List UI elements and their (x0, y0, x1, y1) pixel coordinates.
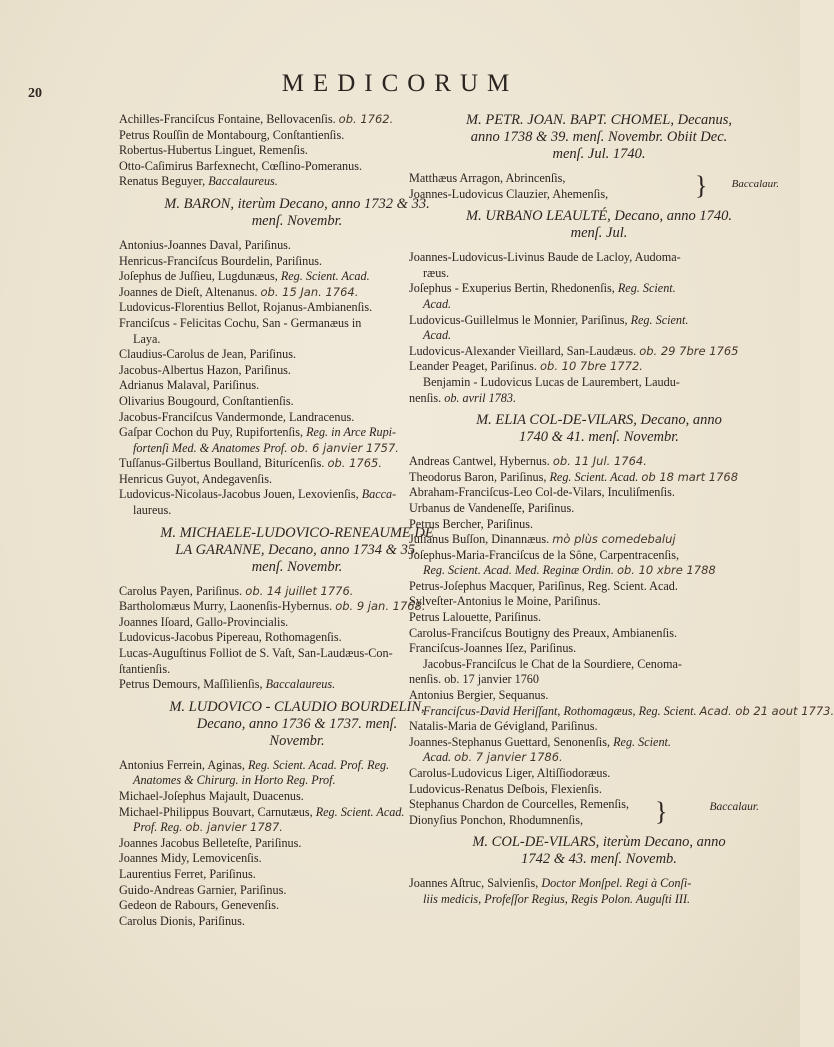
baccalaureus-label: Baccalaur. (731, 178, 779, 190)
entry: laureus. (133, 503, 172, 518)
entry: Julianus Buſſon, Dinannæus. mò plùs comedebaluj (409, 532, 676, 547)
entry: Petrus Rouſſin de Montabourg, Conſtantienſis. (119, 127, 345, 142)
entry: Dionyſius Ponchon, Rhodumnenſis, (409, 812, 584, 827)
entry: Matthæus Arragon, Abrincenſis, (409, 171, 566, 185)
entry: Achilles-Franciſcus Fontaine, Bellovacenſis. ob. 1762. (119, 112, 394, 126)
entry: ræus. (423, 265, 450, 280)
entry: Theodorus Baron, Pariſinus, Reg. Scient. Acad. ob 18 mart 1768 (409, 469, 739, 484)
entry: Jacobus-Franciſcus le Chat de la Sourdiere, Cenoma- (423, 656, 682, 671)
entry: Abraham-Franciſcus-Leo Col-de-Vilars, Inculiſmenſis. (409, 485, 675, 500)
entry: Olivarius Bougourd, Conſtantienſis. (119, 393, 294, 408)
entry: Bartholomæus Murry, Laonenſis-Hybernus. ob. 9 jan. 1768. (119, 599, 426, 614)
entry: Renatus Beguyer, Baccalaureus. (119, 174, 278, 189)
entry: liis medicis, Profeſſor Regius, Regis Polon. Auguſti III. (423, 891, 691, 906)
entry: Jacobus-Albertus Hazon, Pariſinus. (119, 362, 291, 377)
running-header: MEDICORUM (281, 70, 519, 97)
entry: Antonius Ferrein, Aginas, Reg. Scient. Acad. Prof. Reg. (119, 757, 390, 772)
entry: Ludovicus-Guillelmus le Monnier, Pariſinus, Reg. Scient. (409, 312, 689, 327)
entry: Carolus-Franciſcus Boutigny des Preaux, Ambianenſis. (409, 625, 678, 640)
brace-mark: } (695, 171, 708, 200)
entry: Urbanus de Vandeneſſe, Pariſinus. (409, 500, 575, 515)
entry: Petrus Lalouette, Pariſinus. (409, 610, 542, 625)
entry: Ludovicus-Renatus Deſbois, Flexienſis. (409, 781, 602, 796)
entry: Carolus-Ludovicus Liger, Altiſſiodoræus. (409, 766, 611, 780)
entry: Ludovicus-Alexander Vieillard, San-Laudæus. ob. 29 7bre 1765 (409, 343, 739, 358)
entry: Prof. Reg. ob. janvier 1787. (133, 820, 283, 835)
entry: Claudius-Carolus de Jean, Pariſinus. (119, 347, 297, 362)
entry: Antonius-Joannes Daval, Pariſinus. (119, 237, 291, 252)
entry: Sylveſter-Antonius le Moine, Pariſinus. (409, 594, 601, 609)
entry: nenſis. ob. avril 1783. (409, 390, 516, 405)
entry: Joſephus-Maria-Franciſcus de la Sône, Carpentracenſis, (409, 547, 680, 562)
dean-heading: M. ELIA COL-DE-VILARS, Decano, anno 1740 & 41. menſ. Novembr. (476, 412, 722, 446)
page-number: 20 (28, 86, 42, 101)
entry: Joannes-Ludovicus-Livinus Baude de Lacloy, Audoma- (409, 250, 681, 265)
entry: Antonius Bergier, Sequanus. (409, 688, 549, 703)
right-column (409, 112, 834, 908)
entry: Joannes Iſoard, Gallo-Provincialis. (119, 614, 289, 629)
entry: Tuſſanus-Gilbertus Boulland, Biturícenſis. ob. 1765. (119, 456, 383, 471)
entry: Leander Peaget, Pariſinus. ob. 10 7bre 1772. (409, 359, 643, 374)
entry: Robertus-Hubertus Linguet, Remenſis. (119, 143, 308, 158)
entry: Joannes de Dieſt, Altenanus. ob. 15 Jan. 1764. (119, 284, 359, 299)
dean-heading: M. LUDOVICO - CLAUDIO BOURDELIN, Decano, anno 1736 & 1737. menſ. Novembr. (169, 698, 425, 749)
entry: Benjamin - Ludovicus Lucas de Laurembert, Laudu- (423, 374, 680, 389)
entry: Ludovicus-Nicolaus-Jacobus Jouen, Lexovienſis, Bacca- (119, 487, 397, 502)
entry: Joannes Jacobus Belleteſte, Pariſinus. (119, 835, 302, 850)
entry: Michael-Joſephus Majault, Duacenus. (119, 789, 304, 803)
dean-heading: M. BARON, iterùm Decano, anno 1732 & 33. menſ. Novembr. (164, 195, 430, 229)
entry: Joſephus de Juſſieu, Lugdunæus, Reg. Scient. Acad. (119, 269, 370, 284)
entry: Gedeon de Rabours, Genevenſis. (119, 898, 280, 913)
entry: Joannes Aſtruc, Salvienſis, Doctor Monſpel. Regi à Conſi- (409, 876, 692, 891)
entry: Jacobus-Franciſcus Vandermonde, Landracenus. (119, 409, 355, 424)
baccalaureus-label: Baccalaur. (709, 801, 759, 814)
entry: Franciſcus - Felicitas Cochu, San - Germanæus in (119, 315, 362, 330)
entry: Adrianus Malaval, Pariſinus. (119, 378, 260, 393)
entry: ſtantienſis. (119, 661, 171, 676)
entry: Stephanus Chardon de Courcelles, Remenſis, (409, 797, 630, 812)
entry: Lucas-Auguſtinus Folliot de S. Vaſt, San-Laudæus-Con- (119, 646, 393, 661)
entry: nenſis. ob. 17 janvier 1760 (409, 672, 539, 687)
entry: Guido-Andreas Garnier, Pariſinus. (119, 882, 287, 897)
entry: Laya. (133, 331, 161, 346)
dean-heading: M. COL-DE-VILARS, iterùm Decano, anno 1742 & 43. menſ. Novemb. (472, 834, 726, 868)
entry: Carolus Dionis, Pariſinus. (119, 913, 245, 928)
entry: Joannes-Ludovicus Clauzier, Ahemenſis, (409, 186, 609, 201)
entry: Carolus Payen, Pariſinus. ob. 14 juillet 1776. (119, 583, 354, 598)
entry: Otto-Caſimirus Barfexnecht, Cœſlino-Pomeranus. (119, 158, 363, 173)
dean-heading: M. MICHAELE-LUDOVICO-RENEAUME DE LA GARANNE, Decano, anno 1734 & 35. menſ. Novembr. (160, 524, 434, 575)
dean-heading: M. PETR. JOAN. BAPT. CHOMEL, Decanus, anno 1738 & 39. menſ. Novembr. Obiit Dec. menſ. Jul. 1740. (466, 112, 732, 162)
entry: Laurentius Ferret, Pariſinus. (119, 866, 256, 881)
entry: Petrus Bercher, Pariſinus. (409, 516, 534, 531)
entry: Acad. (423, 296, 452, 311)
entry: Joannes-Stephanus Guettard, Senonenſis, Reg. Scient. (409, 734, 671, 749)
entry: Andreas Cantwel, Hybernus. ob. 11 Jul. 1764. (409, 454, 647, 469)
entry: Acad. ob. 7 janvier 1786. (423, 750, 563, 765)
entry: Gaſpar Cochon du Puy, Rupifortenſis, Reg. in Arce Rupi- (119, 425, 397, 440)
dean-heading: M. URBANO LEAULTÉ, Decano, anno 1740. menſ. Jul. (466, 208, 732, 242)
entry: Henricus-Franciſcus Bourdelin, Pariſinus. (119, 253, 323, 268)
entry: fortenſi Med. & Anatomes Prof. ob. 6 janvier 1757. (133, 440, 399, 455)
entry: Petrus-Joſephus Macquer, Pariſinus, Reg. Scient. Acad. (409, 578, 678, 593)
entry: Acad. (423, 328, 452, 343)
entry: Franciſcus-Joannes Iſez, Pariſinus. (409, 641, 577, 656)
entry: Joannes Midy, Lemovicenſis. (119, 851, 262, 866)
baccalaurei-group (409, 171, 789, 202)
entry: Petrus Demours, Maſſilienſis, Baccalaureus. (119, 677, 336, 692)
entry: Anatomes & Chirurg. in Horto Reg. Prof. (133, 773, 336, 788)
entry: Michael-Philippus Bouvart, Carnutæus, Reg. Scient. Acad. (119, 804, 405, 819)
entry: Joſephus - Exuperius Bertin, Rhedonenſis, Reg. Scient. (409, 281, 676, 296)
entry: Franciſcus-David Heriſſant, Rothomagæus, Reg. Scient. Acad. ob 21 aout 1773. (423, 703, 834, 718)
baccalaurei-group (409, 797, 789, 828)
entry: Natalis-Maria de Gévigland, Pariſinus. (409, 719, 598, 734)
brace-mark: } (655, 797, 668, 827)
entry: Henricus Guyot, Andegavenſis. (119, 471, 272, 486)
entry: Ludovicus-Jacobus Pipereau, Rothomagenſis. (119, 630, 342, 645)
entry: Ludovicus-Florentius Bellot, Rojanus-Ambianenſis. (119, 300, 373, 315)
entry: Reg. Scient. Acad. Med. Reginæ Ordin. ob. 10 xbre 1788 (423, 563, 716, 578)
